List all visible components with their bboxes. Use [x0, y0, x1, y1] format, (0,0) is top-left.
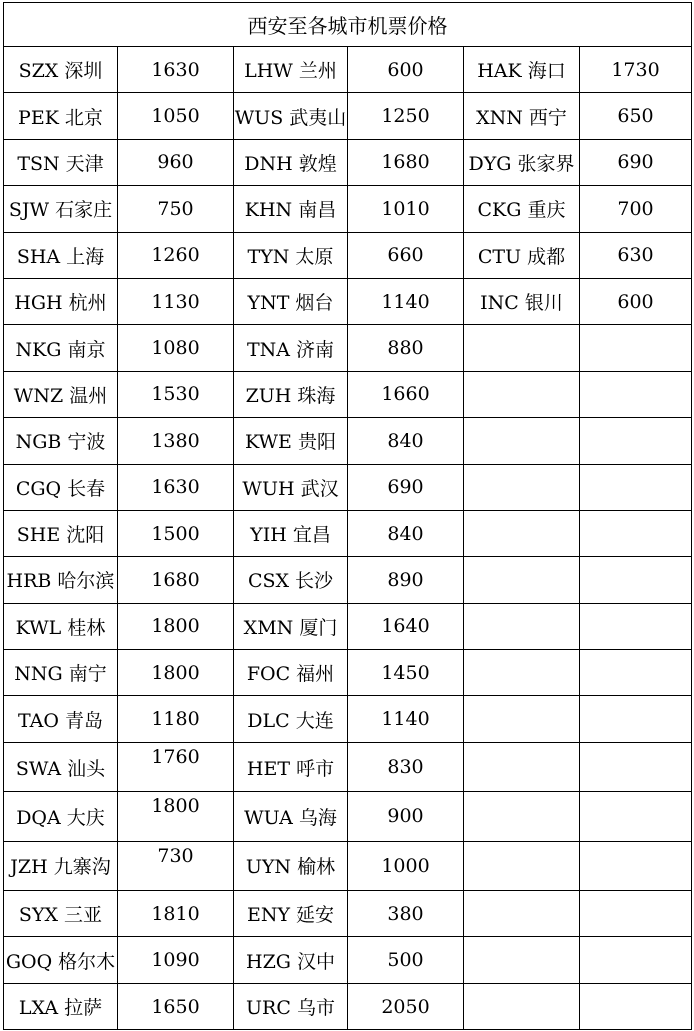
price-cell: 1000 [348, 841, 464, 890]
price-cell: 1530 [118, 371, 234, 417]
city-cell [464, 371, 580, 417]
city-cell: JZH 九寨沟 [4, 841, 118, 890]
city-cell: YNT 烟台 [234, 278, 348, 324]
price-cell: 630 [580, 232, 692, 278]
table-row [4, 186, 692, 232]
city-cell: NKG 南京 [4, 325, 118, 371]
city-cell: GOQ 格尔木 [4, 937, 118, 983]
table-row [4, 983, 692, 1029]
city-cell: XNN 西宁 [464, 93, 580, 139]
city-cell: WNZ 温州 [4, 371, 118, 417]
price-cell: 1680 [118, 557, 234, 603]
table-title-row [4, 3, 692, 47]
price-cell: 1730 [580, 47, 692, 93]
city-cell: SHE 沈阳 [4, 510, 118, 556]
table-row [4, 557, 692, 603]
city-cell [464, 792, 580, 841]
price-cell: 650 [580, 93, 692, 139]
price-cell: 1450 [348, 650, 464, 696]
price-cell [580, 891, 692, 937]
city-cell: SYX 三亚 [4, 891, 118, 937]
city-cell [464, 325, 580, 371]
city-cell: KWL 桂林 [4, 603, 118, 649]
city-cell [464, 510, 580, 556]
price-cell: 2050 [348, 983, 464, 1029]
table-row [4, 742, 692, 791]
city-cell: SZX 深圳 [4, 47, 118, 93]
city-cell: LXA 拉萨 [4, 983, 118, 1029]
price-cell: 1130 [118, 278, 234, 324]
price-cell: 840 [348, 418, 464, 464]
city-cell: HET 呼市 [234, 742, 348, 791]
price-cell [580, 650, 692, 696]
table-title: 西安至各城市机票价格 [4, 3, 692, 47]
table-row [4, 464, 692, 510]
price-cell: 1140 [348, 696, 464, 742]
city-cell: ZUH 珠海 [234, 371, 348, 417]
price-cell: 600 [348, 47, 464, 93]
city-cell [464, 418, 580, 464]
price-cell: 1680 [348, 139, 464, 185]
price-cell: 690 [348, 464, 464, 510]
city-cell: DQA 大庆 [4, 792, 118, 841]
table-row [4, 650, 692, 696]
price-cell: 1140 [348, 278, 464, 324]
price-cell: 660 [348, 232, 464, 278]
price-cell [580, 510, 692, 556]
price-cell: 1010 [348, 186, 464, 232]
table-row [4, 47, 692, 93]
city-cell: FOC 福州 [234, 650, 348, 696]
table-row [4, 278, 692, 324]
city-cell: CSX 长沙 [234, 557, 348, 603]
city-cell [464, 696, 580, 742]
fare-table [3, 2, 692, 1030]
price-cell: 1810 [118, 891, 234, 937]
city-cell: HAK 海口 [464, 47, 580, 93]
city-cell: NNG 南宁 [4, 650, 118, 696]
city-cell: NGB 宁波 [4, 418, 118, 464]
price-cell: 690 [580, 139, 692, 185]
city-cell: UYN 榆林 [234, 841, 348, 890]
price-cell [580, 983, 692, 1029]
table-row [4, 232, 692, 278]
city-cell [464, 937, 580, 983]
price-cell: 1180 [118, 696, 234, 742]
city-cell: KWE 贵阳 [234, 418, 348, 464]
price-cell [580, 557, 692, 603]
price-cell: 730 [118, 841, 234, 890]
price-cell: 1760 [118, 742, 234, 791]
table-row [4, 937, 692, 983]
price-cell [580, 371, 692, 417]
price-cell [580, 937, 692, 983]
price-cell: 1080 [118, 325, 234, 371]
price-cell: 1250 [348, 93, 464, 139]
city-cell [464, 557, 580, 603]
table-row [4, 510, 692, 556]
price-cell [580, 603, 692, 649]
city-cell: WUH 武汉 [234, 464, 348, 510]
city-cell: INC 银川 [464, 278, 580, 324]
price-cell [580, 742, 692, 791]
price-cell: 1050 [118, 93, 234, 139]
table-row [4, 93, 692, 139]
city-cell: XMN 厦门 [234, 603, 348, 649]
city-cell [464, 603, 580, 649]
price-cell: 830 [348, 742, 464, 791]
city-cell: WUS 武夷山 [234, 93, 348, 139]
city-cell: HGH 杭州 [4, 278, 118, 324]
price-cell: 1640 [348, 603, 464, 649]
price-cell: 750 [118, 186, 234, 232]
city-cell: DLC 大连 [234, 696, 348, 742]
table-row [4, 696, 692, 742]
city-cell: TNA 济南 [234, 325, 348, 371]
price-cell [580, 841, 692, 890]
price-cell [580, 792, 692, 841]
price-cell: 1800 [118, 603, 234, 649]
price-cell: 1090 [118, 937, 234, 983]
price-cell: 960 [118, 139, 234, 185]
price-cell: 880 [348, 325, 464, 371]
price-cell: 1630 [118, 47, 234, 93]
table-row [4, 891, 692, 937]
price-cell: 500 [348, 937, 464, 983]
city-cell: YIH 宜昌 [234, 510, 348, 556]
price-cell: 1650 [118, 983, 234, 1029]
city-cell: TSN 天津 [4, 139, 118, 185]
city-cell: URC 乌市 [234, 983, 348, 1029]
city-cell: TAO 青岛 [4, 696, 118, 742]
city-cell: KHN 南昌 [234, 186, 348, 232]
city-cell: HZG 汉中 [234, 937, 348, 983]
city-cell: DYG 张家界 [464, 139, 580, 185]
city-cell [464, 983, 580, 1029]
city-cell [464, 650, 580, 696]
table-row [4, 418, 692, 464]
city-cell: LHW 兰州 [234, 47, 348, 93]
table-row [4, 139, 692, 185]
city-cell: CKG 重庆 [464, 186, 580, 232]
price-cell: 1630 [118, 464, 234, 510]
city-cell: HRB 哈尔滨 [4, 557, 118, 603]
price-cell: 700 [580, 186, 692, 232]
price-cell: 1380 [118, 418, 234, 464]
price-cell [580, 325, 692, 371]
city-cell: SWA 汕头 [4, 742, 118, 791]
price-cell [580, 418, 692, 464]
table-row [4, 792, 692, 841]
price-cell: 900 [348, 792, 464, 841]
price-cell: 1260 [118, 232, 234, 278]
table-row [4, 325, 692, 371]
city-cell: SHA 上海 [4, 232, 118, 278]
city-cell [464, 891, 580, 937]
city-cell: SJW 石家庄 [4, 186, 118, 232]
table-row [4, 603, 692, 649]
price-cell: 1800 [118, 792, 234, 841]
price-cell: 890 [348, 557, 464, 603]
city-cell: CTU 成都 [464, 232, 580, 278]
table-row [4, 841, 692, 890]
table-row [4, 371, 692, 417]
city-cell [464, 841, 580, 890]
city-cell: DNH 敦煌 [234, 139, 348, 185]
city-cell: WUA 乌海 [234, 792, 348, 841]
price-cell: 1500 [118, 510, 234, 556]
price-cell: 840 [348, 510, 464, 556]
city-cell: PEK 北京 [4, 93, 118, 139]
price-cell: 1660 [348, 371, 464, 417]
city-cell: ENY 延安 [234, 891, 348, 937]
price-cell [580, 696, 692, 742]
price-cell [580, 464, 692, 510]
price-cell: 1800 [118, 650, 234, 696]
price-cell: 600 [580, 278, 692, 324]
city-cell [464, 464, 580, 510]
city-cell: TYN 太原 [234, 232, 348, 278]
city-cell [464, 742, 580, 791]
price-cell: 380 [348, 891, 464, 937]
city-cell: CGQ 长春 [4, 464, 118, 510]
